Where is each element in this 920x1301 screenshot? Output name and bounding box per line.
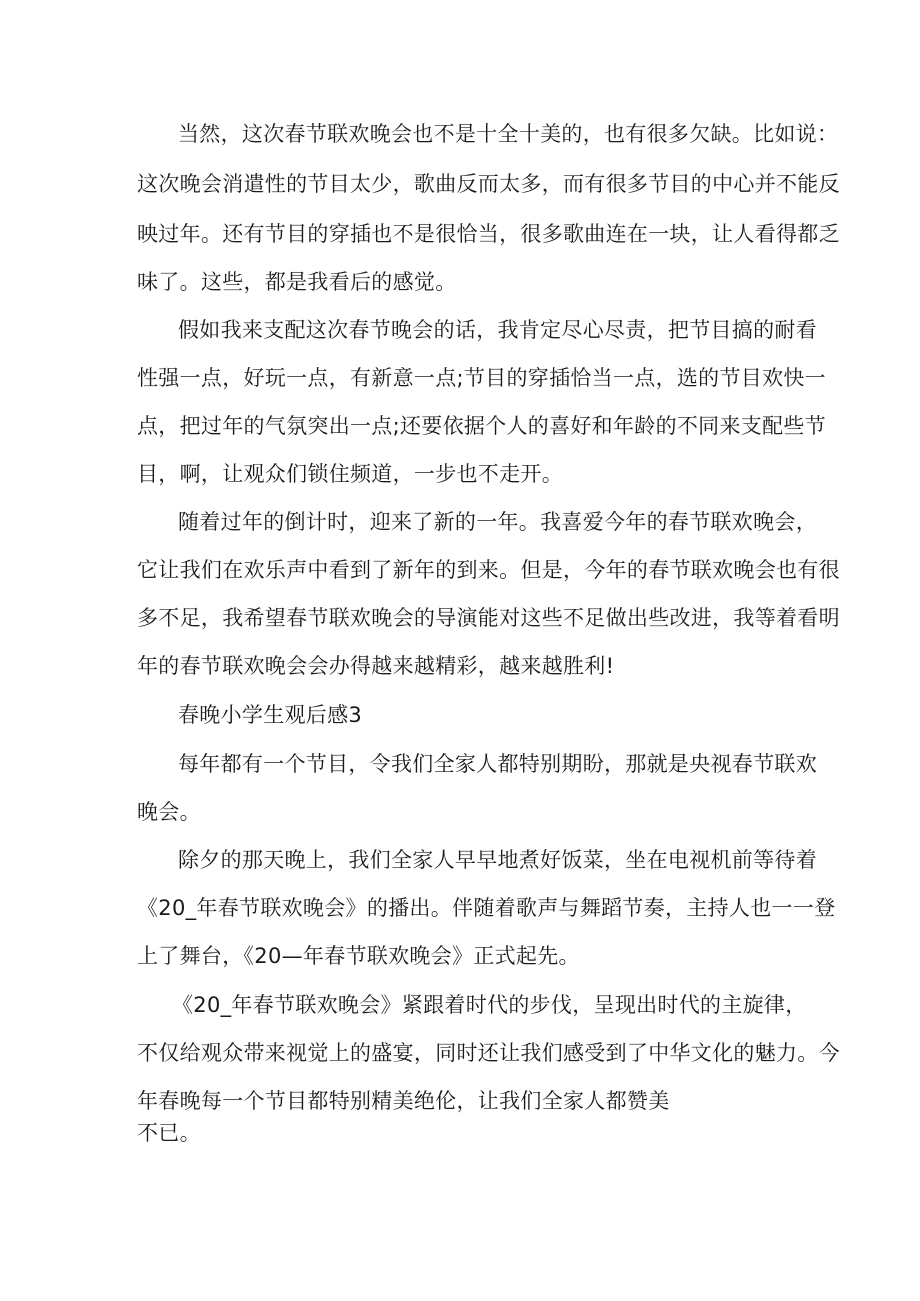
paragraph-5-line-2: 《20_年春节联欢晚会》的播出。伴随着歌声与舞蹈节奏，主持人也一一登: [137, 896, 836, 920]
paragraph-4-line-2: 晚会。: [137, 800, 201, 824]
paragraph-4-line-1: 每年都有一个节目，令我们全家人都特别期盼，那就是央视春节联欢: [178, 752, 817, 776]
paragraph-3-line-3: 多不足，我希望春节联欢晚会的导演能对这些不足做出些改进，我等着看明: [137, 606, 840, 630]
paragraph-6-line-4: 不已。: [137, 1121, 201, 1145]
paragraph-5-line-1: 除夕的那天晚上，我们全家人早早地煮好饭菜，坐在电视机前等待着: [178, 848, 817, 872]
paragraph-6-line-2: 不仅给观众带来视觉上的盛宴，同时还让我们感受到了中华文化的魅力。今: [137, 1041, 840, 1065]
paragraph-6-line-3: 年春晚每一个节目都特别精美绝伦，让我们全家人都赞美: [137, 1089, 670, 1113]
paragraph-1-line-3: 映过年。还有节目的穿插也不是很恰当，很多歌曲连在一块，让人看得都乏: [137, 222, 840, 246]
paragraph-2-line-1: 假如我来支配这次春节晚会的话，我肯定尽心尽责，把节目搞的耐看: [178, 318, 817, 342]
paragraph-5-line-3: 上了舞台，《20—年春节联欢晚会》正式起先。: [137, 944, 580, 968]
paragraph-2-line-3: 点，把过年的气氛突出一点;还要依据个人的喜好和年龄的不同来支配些节: [137, 414, 826, 438]
paragraph-3-line-4: 年的春节联欢晚会会办得越来越精彩，越来越胜利!: [137, 654, 615, 678]
paragraph-3-line-2: 它让我们在欢乐声中看到了新年的到来。但是，今年的春节联欢晚会也有很: [137, 558, 840, 582]
paragraph-3-line-1: 随着过年的倒计时，迎来了新的一年。我喜爱今年的春节联欢晚会，: [178, 510, 817, 534]
paragraph-2-line-4: 目，啊，让观众们锁住频道，一步也不走开。: [137, 462, 563, 486]
paragraph-1-line-1: 当然，这次春节联欢晚会也不是十全十美的，也有很多欠缺。比如说：: [178, 122, 839, 146]
paragraph-1-line-4: 味了。这些，都是我看后的感觉。: [137, 270, 457, 294]
paragraph-1-line-2: 这次晚会消遣性的节目太少，歌曲反而太多，而有很多节目的中心并不能反: [137, 172, 840, 196]
section-heading: 春晚小学生观后感3: [178, 703, 363, 727]
paragraph-2-line-2: 性强一点，好玩一点，有新意一点;节目的穿插恰当一点，选的节目欢快一: [137, 366, 826, 390]
paragraph-6-line-1: 《20_年春节联欢晚会》紧跟着时代的步伐，呈现出时代的主旋律，: [172, 993, 807, 1017]
